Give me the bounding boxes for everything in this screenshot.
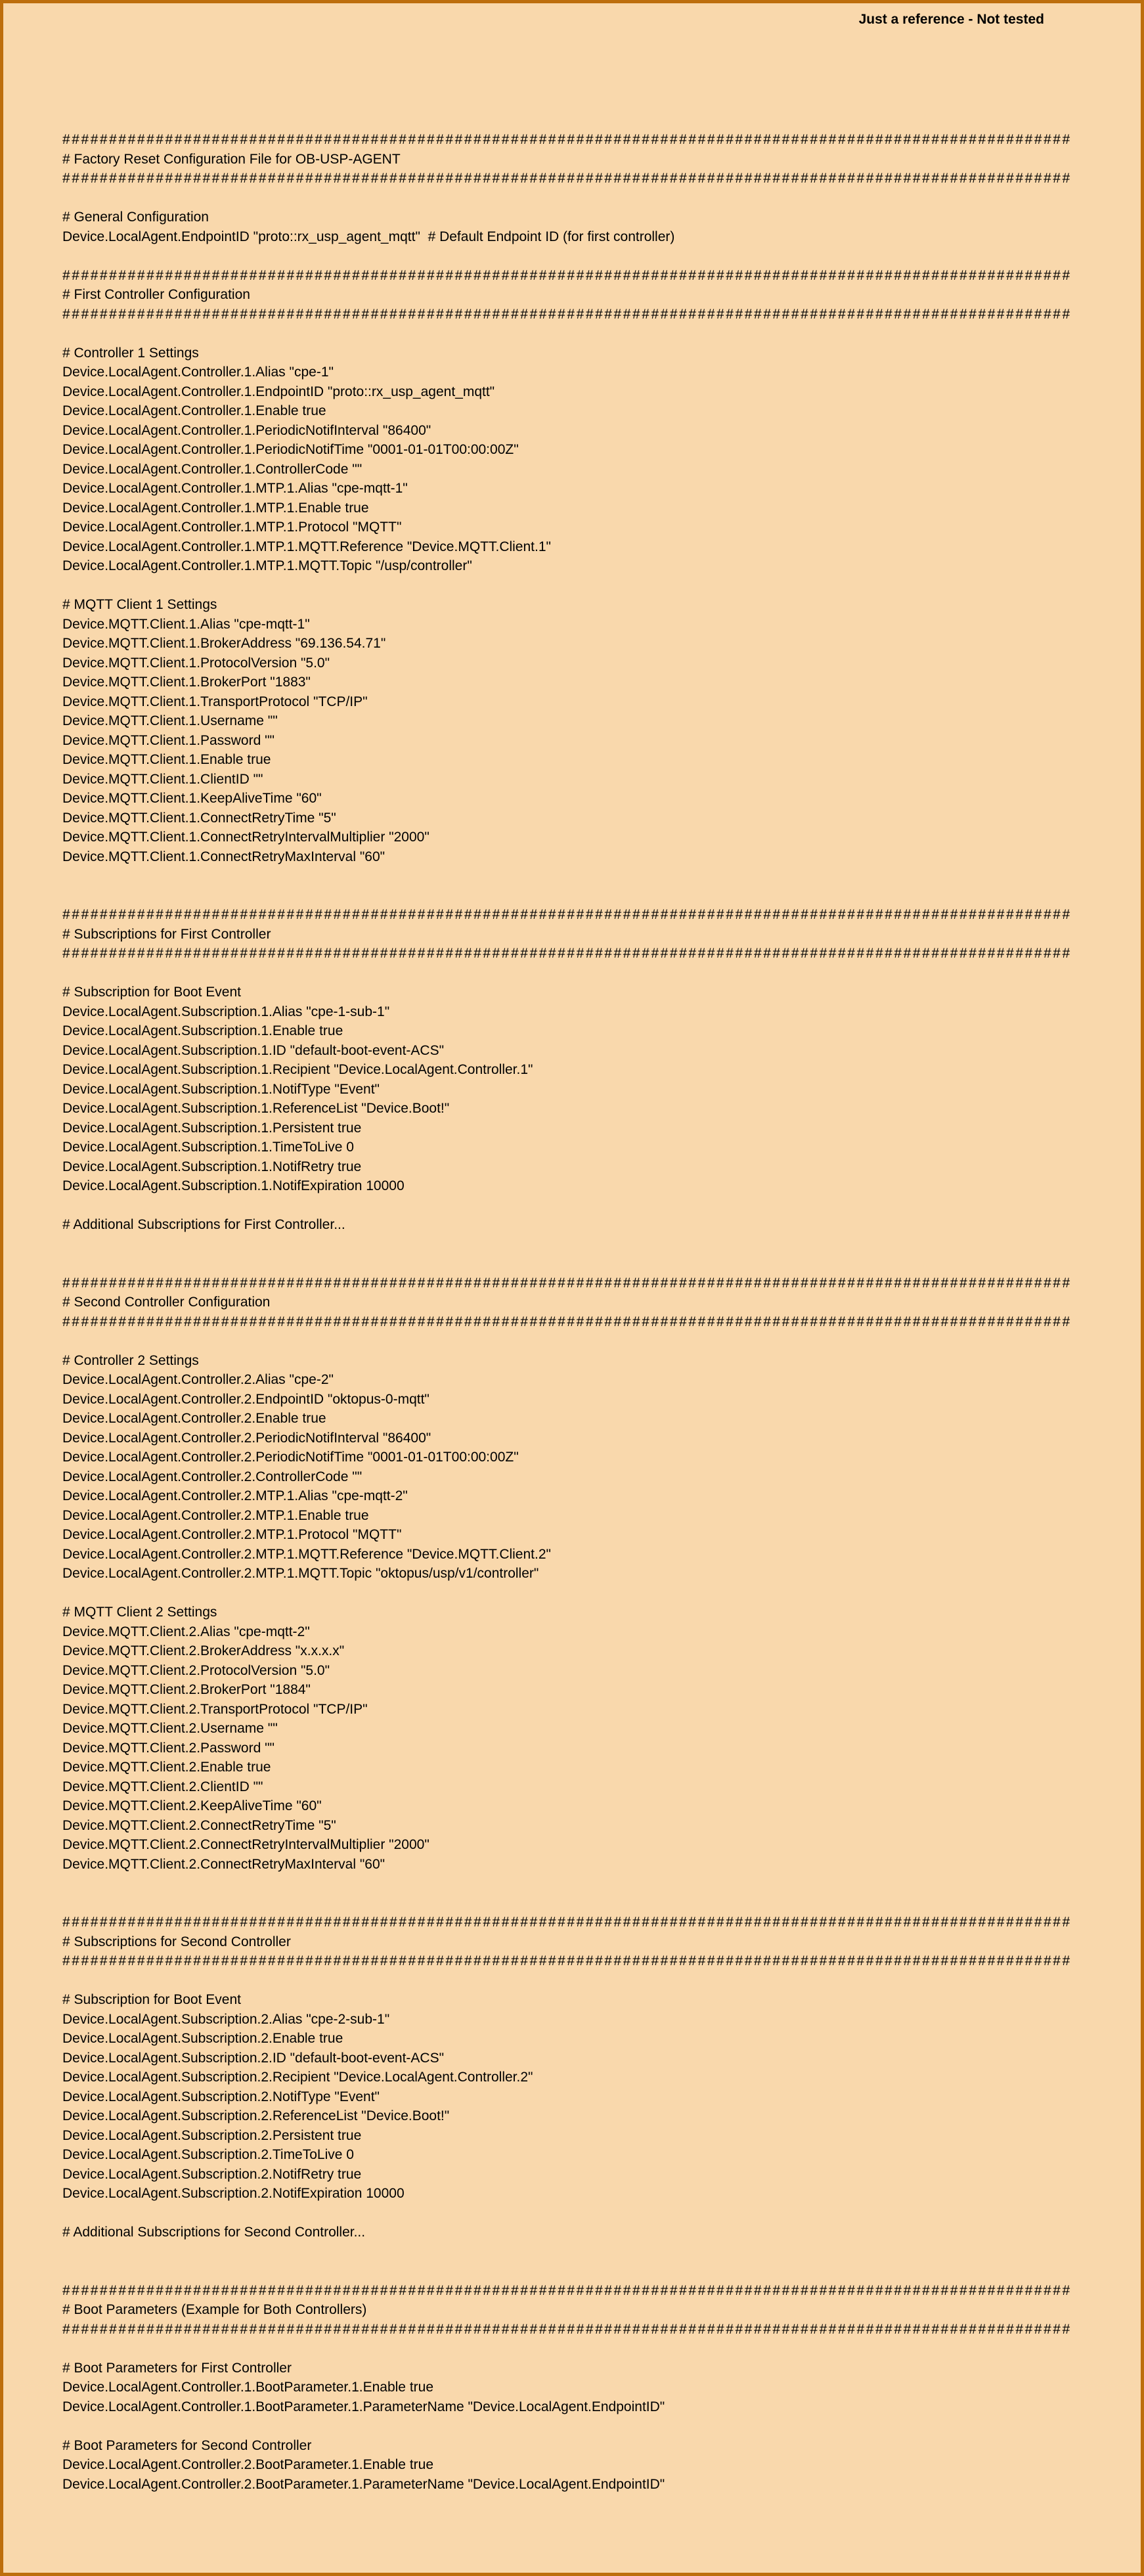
config-line: # First Controller Configuration <box>62 287 250 302</box>
config-line: Device.LocalAgent.Subscription.1.Persistent true <box>62 1120 362 1136</box>
config-line: Device.MQTT.Client.1.KeepAliveTime "60" <box>62 791 322 806</box>
config-line <box>62 2204 1072 2223</box>
config-line: Device.LocalAgent.Controller.1.ControllerCode "" <box>62 461 363 477</box>
config-line: # Additional Subscriptions for Second Controller... <box>62 2225 366 2240</box>
config-line: Device.LocalAgent.Controller.1.EndpointID "proto::rx_usp_agent_mqtt" <box>62 384 495 399</box>
config-line: Device.LocalAgent.Controller.1.PeriodicNotifInterval "86400" <box>62 422 431 438</box>
config-line: Device.LocalAgent.Subscription.2.TimeToLive 0 <box>62 2147 354 2162</box>
config-line <box>62 2339 1072 2359</box>
config-line: # Controller 1 Settings <box>62 345 199 361</box>
config-line: Device.LocalAgent.Subscription.1.Enable true <box>62 1023 343 1038</box>
config-line-separator: ############################################################################################################ <box>62 1275 1072 1291</box>
config-line: Device.MQTT.Client.1.TransportProtocol "TCP/IP" <box>62 694 368 709</box>
config-line: Device.MQTT.Client.2.Alias "cpe-mqtt-2" <box>62 1624 310 1639</box>
config-line: # Controller 2 Settings <box>62 1352 199 1368</box>
config-line: Device.MQTT.Client.2.ProtocolVersion "5.0" <box>62 1662 330 1678</box>
config-line: # MQTT Client 2 Settings <box>62 1605 217 1620</box>
config-line: # MQTT Client 1 Settings <box>62 597 217 612</box>
config-line: Device.MQTT.Client.2.ConnectRetryMaxInterval "60" <box>62 1856 385 1872</box>
config-line <box>62 324 1072 344</box>
config-line: # Boot Parameters (Example for Both Controllers) <box>62 2302 367 2317</box>
config-line-separator: ############################################################################################################ <box>62 907 1072 922</box>
config-line <box>62 1254 1072 1274</box>
config-line: Device.LocalAgent.Controller.2.ControllerCode "" <box>62 1469 363 1484</box>
config-line: Device.LocalAgent.Subscription.1.Recipient "Device.LocalAgent.Controller.1" <box>62 1062 533 1077</box>
config-line: Device.LocalAgent.Controller.2.Enable true <box>62 1411 326 1426</box>
config-line: # Factory Reset Configuration File for OB-USP-AGENT <box>62 151 401 167</box>
config-line: Device.LocalAgent.Subscription.1.TimeToLive 0 <box>62 1140 354 1155</box>
config-line: Device.MQTT.Client.2.BrokerAddress "x.x.x.x" <box>62 1643 345 1658</box>
config-line: Device.LocalAgent.Controller.2.BootParameter.1.Enable true <box>62 2457 434 2472</box>
config-line: Device.LocalAgent.Controller.2.PeriodicNotifTime "0001-01-01T00:00:00Z" <box>62 1450 519 1465</box>
config-line: Device.MQTT.Client.2.Password "" <box>62 1740 275 1756</box>
config-line: Device.LocalAgent.Subscription.2.NotifExpiration 10000 <box>62 2186 405 2201</box>
config-line: Device.MQTT.Client.1.ConnectRetryMaxInterval "60" <box>62 849 385 864</box>
config-line-separator: ############################################################################################################ <box>62 2282 1072 2298</box>
config-line: Device.LocalAgent.Controller.1.MTP.1.Protocol "MQTT" <box>62 520 402 535</box>
config-line: Device.MQTT.Client.2.ClientID "" <box>62 1779 263 1794</box>
config-line: Device.MQTT.Client.1.ProtocolVersion "5.0" <box>62 655 330 671</box>
config-line <box>62 2261 1072 2281</box>
config-line-separator: ############################################################################################################ <box>62 1314 1072 1329</box>
config-line: Device.MQTT.Client.2.Enable true <box>62 1760 271 1775</box>
config-line-separator: ############################################################################################################ <box>62 171 1072 186</box>
config-line <box>62 1235 1072 1255</box>
config-line: # Subscription for Boot Event <box>62 985 241 1000</box>
config-line <box>62 866 1072 886</box>
config-line: Device.MQTT.Client.2.ConnectRetryTime "5" <box>62 1817 336 1833</box>
config-line: Device.MQTT.Client.1.Username "" <box>62 713 278 728</box>
config-line: # Boot Parameters for Second Controller <box>62 2437 312 2453</box>
config-line: Device.MQTT.Client.1.Enable true <box>62 752 271 767</box>
config-line-separator: ############################################################################################################ <box>62 946 1072 961</box>
config-line: Device.MQTT.Client.2.BrokerPort "1884" <box>62 1682 311 1697</box>
config-line-separator: ############################################################################################################ <box>62 2321 1072 2337</box>
config-line: Device.LocalAgent.Controller.1.Enable true <box>62 403 326 418</box>
config-line: Device.LocalAgent.Subscription.2.ReferenceList "Device.Boot!" <box>62 2108 450 2123</box>
config-line: Device.LocalAgent.Controller.2.MTP.1.Enable true <box>62 1507 369 1523</box>
config-line: Device.LocalAgent.Subscription.2.NotifType "Event" <box>62 2089 380 2104</box>
reference-note: Just a reference - Not tested <box>858 12 1044 27</box>
config-line: Device.MQTT.Client.2.ConnectRetryIntervalMultiplier "2000" <box>62 1837 429 1852</box>
config-line: Device.LocalAgent.Controller.2.BootParameter.1.ParameterName "Device.LocalAgent.EndpointID" <box>62 2476 665 2492</box>
config-line: Device.LocalAgent.Controller.1.MTP.1.Enable true <box>62 500 369 516</box>
config-line: Device.MQTT.Client.1.BrokerAddress "69.136.54.71" <box>62 636 386 651</box>
config-line <box>62 2242 1072 2262</box>
config-line <box>62 576 1072 596</box>
config-line: Device.LocalAgent.Controller.1.BootParameter.1.ParameterName "Device.LocalAgent.EndpointID" <box>62 2399 665 2414</box>
config-line <box>62 886 1072 906</box>
config-line <box>62 1331 1072 1351</box>
config-line: Device.LocalAgent.Controller.1.Alias "cpe-1" <box>62 365 334 380</box>
config-line: # Subscriptions for First Controller <box>62 926 271 942</box>
config-line: Device.LocalAgent.Controller.2.MTP.1.MQTT.Reference "Device.MQTT.Client.2" <box>62 1546 551 1562</box>
config-line: Device.LocalAgent.Subscription.2.Persistent true <box>62 2127 362 2143</box>
config-line: Device.MQTT.Client.2.KeepAliveTime "60" <box>62 1798 322 1813</box>
config-line: Device.LocalAgent.Subscription.1.ID "default-boot-event-ACS" <box>62 1042 445 1058</box>
config-line: Device.LocalAgent.Controller.2.Alias "cpe-2" <box>62 1372 334 1387</box>
config-line: Device.LocalAgent.Controller.2.MTP.1.Protocol "MQTT" <box>62 1527 402 1542</box>
config-line: Device.MQTT.Client.1.BrokerPort "1883" <box>62 675 311 690</box>
config-line <box>62 964 1072 983</box>
config-line <box>62 246 1072 266</box>
config-line: Device.LocalAgent.Subscription.2.Enable true <box>62 2031 343 2046</box>
config-line: # Boot Parameters for First Controller <box>62 2360 292 2376</box>
config-line-separator: ############################################################################################################ <box>62 132 1072 147</box>
config-line <box>62 2416 1072 2436</box>
config-line: Device.MQTT.Client.2.Username "" <box>62 1721 278 1736</box>
config-line: # Subscription for Boot Event <box>62 1992 241 2007</box>
config-line: Device.LocalAgent.Controller.2.MTP.1.MQTT.Topic "oktopus/usp/v1/controller" <box>62 1566 539 1581</box>
config-line: Device.MQTT.Client.2.TransportProtocol "TCP/IP" <box>62 1701 368 1717</box>
config-line: Device.LocalAgent.Subscription.1.NotifRetry true <box>62 1159 362 1174</box>
config-line <box>62 1584 1072 1603</box>
config-line-separator: ############################################################################################################ <box>62 1915 1072 1930</box>
config-line: Device.LocalAgent.Controller.1.MTP.1.Alias "cpe-mqtt-1" <box>62 481 408 496</box>
config-line: Device.LocalAgent.Subscription.1.NotifType "Event" <box>62 1081 380 1097</box>
config-file-text <box>62 130 1072 2494</box>
config-line: Device.LocalAgent.EndpointID "proto::rx_usp_agent_mqtt" # Default Endpoint ID (for first controller) <box>62 229 675 244</box>
config-line: # Subscriptions for Second Controller <box>62 1934 291 1949</box>
config-line: # Second Controller Configuration <box>62 1295 271 1310</box>
config-line: Device.LocalAgent.Controller.1.BootParameter.1.Enable true <box>62 2380 434 2395</box>
config-line: Device.MQTT.Client.1.Password "" <box>62 732 275 748</box>
config-line-separator: ############################################################################################################ <box>62 267 1072 283</box>
config-line <box>62 1894 1072 1913</box>
config-line: Device.LocalAgent.Controller.2.EndpointID "oktopus-0-mqtt" <box>62 1391 429 1407</box>
config-line-separator: ############################################################################################################ <box>62 1953 1072 1968</box>
config-line: # General Configuration <box>62 210 209 225</box>
config-line: Device.LocalAgent.Subscription.2.Alias "cpe-2-sub-1" <box>62 2011 390 2027</box>
config-line <box>62 1971 1072 1991</box>
config-line: Device.MQTT.Client.1.ConnectRetryIntervalMultiplier "2000" <box>62 830 429 845</box>
config-line <box>62 189 1072 208</box>
config-line <box>62 1196 1072 1216</box>
config-line: Device.LocalAgent.Subscription.2.ID "default-boot-event-ACS" <box>62 2050 445 2066</box>
config-line: Device.LocalAgent.Subscription.2.NotifRetry true <box>62 2166 362 2182</box>
config-line: # Additional Subscriptions for First Controller... <box>62 1217 345 1232</box>
config-line: Device.MQTT.Client.1.ConnectRetryTime "5" <box>62 810 336 826</box>
config-line: Device.LocalAgent.Controller.2.MTP.1.Alias "cpe-mqtt-2" <box>62 1488 408 1503</box>
config-line: Device.LocalAgent.Controller.1.MTP.1.MQTT.Topic "/usp/controller" <box>62 558 472 573</box>
config-line <box>62 1874 1072 1894</box>
config-line: Device.LocalAgent.Subscription.1.NotifExpiration 10000 <box>62 1178 405 1193</box>
config-line: Device.LocalAgent.Controller.2.PeriodicNotifInterval "86400" <box>62 1430 431 1446</box>
config-line: Device.MQTT.Client.1.Alias "cpe-mqtt-1" <box>62 616 310 632</box>
config-line: Device.LocalAgent.Subscription.1.ReferenceList "Device.Boot!" <box>62 1101 450 1116</box>
config-line-separator: ############################################################################################################ <box>62 306 1072 322</box>
config-line: Device.LocalAgent.Controller.1.PeriodicNotifTime "0001-01-01T00:00:00Z" <box>62 442 519 457</box>
config-line: Device.LocalAgent.Subscription.2.Recipient "Device.LocalAgent.Controller.2" <box>62 2070 533 2085</box>
config-line: Device.LocalAgent.Subscription.1.Alias "cpe-1-sub-1" <box>62 1004 390 1019</box>
config-line: Device.LocalAgent.Controller.1.MTP.1.MQTT.Reference "Device.MQTT.Client.1" <box>62 539 551 554</box>
config-line: Device.MQTT.Client.1.ClientID "" <box>62 771 263 787</box>
